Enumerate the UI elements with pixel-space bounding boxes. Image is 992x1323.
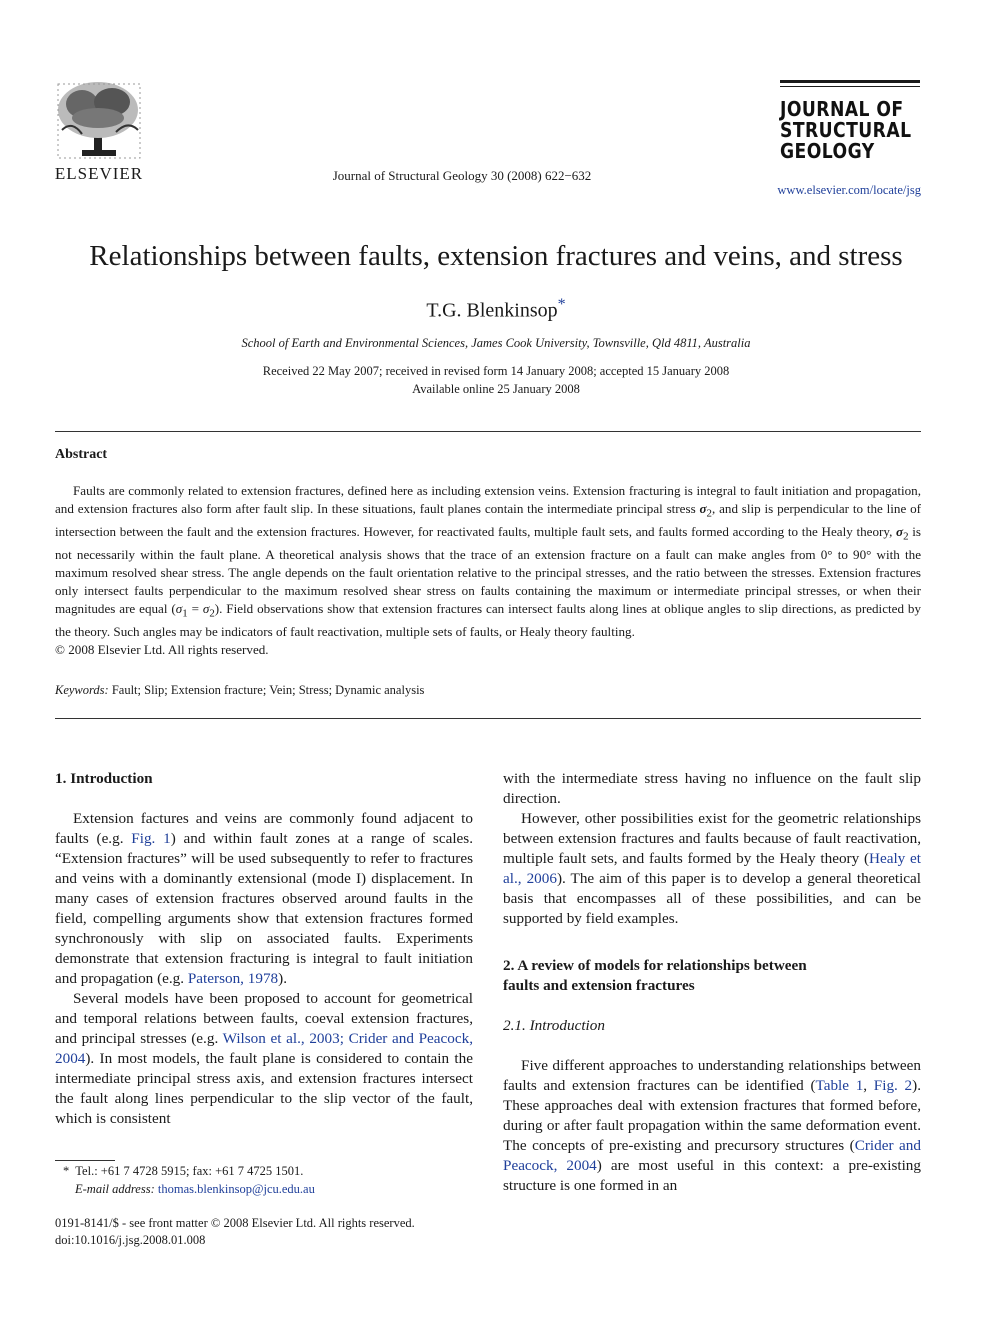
footnote-phone-fax: Tel.: +61 7 4728 5915; fax: +61 7 4725 1501.: [75, 1164, 304, 1178]
citation-link[interactable]: Paterson, 1978: [187, 970, 279, 987]
author-name-text: T.G. Blenkinsop: [426, 299, 558, 322]
citation-link[interactable]: Healy et al., 2006: [503, 850, 921, 887]
journal-citation: Journal of Structural Geology 30 (2008) 622−632: [332, 168, 592, 183]
author-name: [200, 296, 792, 323]
publisher-logo-text: ELSEVIER: [54, 164, 144, 183]
article-title: Relationships between faults, extension fractures and veins, and stress: [89, 240, 903, 272]
footnote-marker: *: [63, 1164, 70, 1178]
article-history: [100, 362, 892, 398]
received-dates: Received 22 May 2007; received in revised form 14 January 2008; accepted 15 January 2008: [262, 364, 730, 378]
abstract-body: [55, 482, 921, 660]
section-heading: 1. Introduction: [55, 770, 153, 787]
issn-line: 0191-8141/$ - see front matter © 2008 Elsevier Ltd. All rights reserved.: [55, 1216, 415, 1230]
abstract-bottom-rule: [55, 718, 921, 719]
body-paragraph: with the intermediate stress having no influence on the fault slip direction.: [503, 770, 921, 807]
table-link[interactable]: Table 1: [815, 1077, 864, 1094]
journal-title-line: GEOLOGY: [780, 139, 875, 163]
available-online-date: Available online 25 January 2008: [412, 382, 580, 396]
abstract-top-rule: [55, 431, 921, 432]
journal-url-link[interactable]: www.elsevier.com/locate/jsg: [777, 183, 921, 197]
keywords-list: Fault; Slip; Extension fracture; Vein; Stress; Dynamic analysis: [111, 683, 425, 697]
author-email-link[interactable]: thomas.blenkinsop@jcu.edu.au: [157, 1182, 315, 1196]
elsevier-tree-icon: [52, 80, 146, 162]
subsection-heading: 2.1. Introduction: [503, 1017, 605, 1034]
journal-title-rule-thin: [780, 86, 920, 87]
doi-line: doi:10.1016/j.jsg.2008.01.008: [55, 1233, 206, 1247]
journal-title-line: STRUCTURAL: [780, 118, 912, 142]
body-column-right: [503, 769, 921, 1196]
author-affiliation: School of Earth and Environmental Sciences, James Cook University, Townsville, Qld 4811, Australia: [241, 336, 751, 350]
section-heading-line: faults and extension fractures: [503, 977, 695, 994]
figure-link[interactable]: Fig. 1: [131, 830, 171, 847]
body-paragraph: Extension factures and veins are commonly found adjacent to faults (e.g. Fig. 1) and within fault zones at a range of scales. “Extension fractures” will be used subsequently to refer to fractures and veins with a dominantly extensional (mode I) displacement. In many cases of extension fractures observed around faults in the field, compelling arguments show that extension fractures formed synchronously with slip on associated faults. Experiments demonstrate that extension fracturing is integral to fault initiation and propagation (e.g. Paterson, 1978).: [55, 810, 473, 987]
journal-title-line: JOURNAL OF: [780, 97, 904, 121]
body-paragraph: Several models have been proposed to account for geometrical and temporal relations between faults, coeval extension fractures, and principal stresses (e.g. Wilson et al., 2003; Crider and Peacock, 2004). In most models, the fault plane is considered to contain the intermediate principal stress axis, and extension fractures intersect the fault along lines perpendicular to the slip vector of the fault, which is consistent: [55, 990, 473, 1127]
keywords: [55, 683, 921, 698]
email-label: E-mail address:: [75, 1182, 155, 1196]
body-paragraph: Five different approaches to understanding relationships between faults and extension fractures can be identified (Table 1, Fig. 2). These approaches deal with extension fractures that formed before, during or after fault propagation within the same deformation event. The concepts of pre-existing and precursory structures (Crider and Peacock, 2004) are most useful in this context: a pre-existing structure is one formed in an: [503, 1057, 921, 1194]
author-footnote: [55, 1162, 473, 1198]
citation-link[interactable]: Wilson et al., 2003; Crider and Peacock, 2004: [55, 1030, 473, 1067]
keywords-label: Keywords:: [55, 683, 109, 697]
section-heading-line: 2. A review of models for relationships between: [503, 957, 807, 974]
journal-title: [780, 99, 918, 162]
figure-link[interactable]: Fig. 2: [873, 1077, 913, 1094]
section-heading: [503, 956, 921, 996]
body-paragraph: However, other possibilities exist for the geometric relationships between extension fractures and faults because of fault reactivation, multiple fault sets, and faults formed by the Healy theory (Healy et al., 2006). The aim of this paper is to develop a general theoretical basis that encompasses all of these possibilities, and can be supported by field examples.: [503, 810, 921, 927]
abstract-heading: Abstract: [55, 447, 108, 462]
body-column-left: [55, 769, 473, 1129]
footnote-rule: [55, 1160, 115, 1161]
citation-link[interactable]: Crider and Peacock, 2004: [503, 1137, 921, 1174]
elsevier-logo: [52, 80, 146, 183]
journal-title-rule: [780, 80, 920, 83]
footnote-contact: [55, 1162, 473, 1180]
front-matter: [55, 1215, 473, 1249]
footnote-email-line: [55, 1180, 473, 1198]
corresponding-author-marker[interactable]: *: [557, 296, 566, 313]
abstract-copyright: © 2008 Elsevier Ltd. All rights reserved.: [55, 642, 269, 658]
abstract-paragraph: Faults are commonly related to extension fractures, defined here as including extension veins. Extension fracturing is integral to fault initiation and propagation, and extension fractures also form after fault slip. In these situations, fault planes contain the intermediate principal stress $\sigma_2$, and slip is perpendicular to the line of intersection between the fault and the extension fractures. However, for reactivated faults, multiple fault sets, and faults formed according to the Healy theory, $\sigma_2$ is not necessarily within the fault plane. A theoretical analysis shows that the trace of an extension fracture on a fault can make angles from 0° to 90° with the maximum resolved shear stress. The angle depends on the fault orientation relative to the principal stresses, and the ratio between the stresses. Extension fractures only intersect faults perpendicular to the maximum resolved shear stress on faults containing the maximum or intermediate principal stresses, or when their magnitudes are equal $(\sigma_1 = \sigma_2)$. Field observations show that extension fractures can intersect faults along lines at oblique angles to slip directions, as predicted by the theory. Such angles may be indicators of fault reactivation, multiple sets of faults, or Healy theory faulting.: [55, 483, 921, 640]
